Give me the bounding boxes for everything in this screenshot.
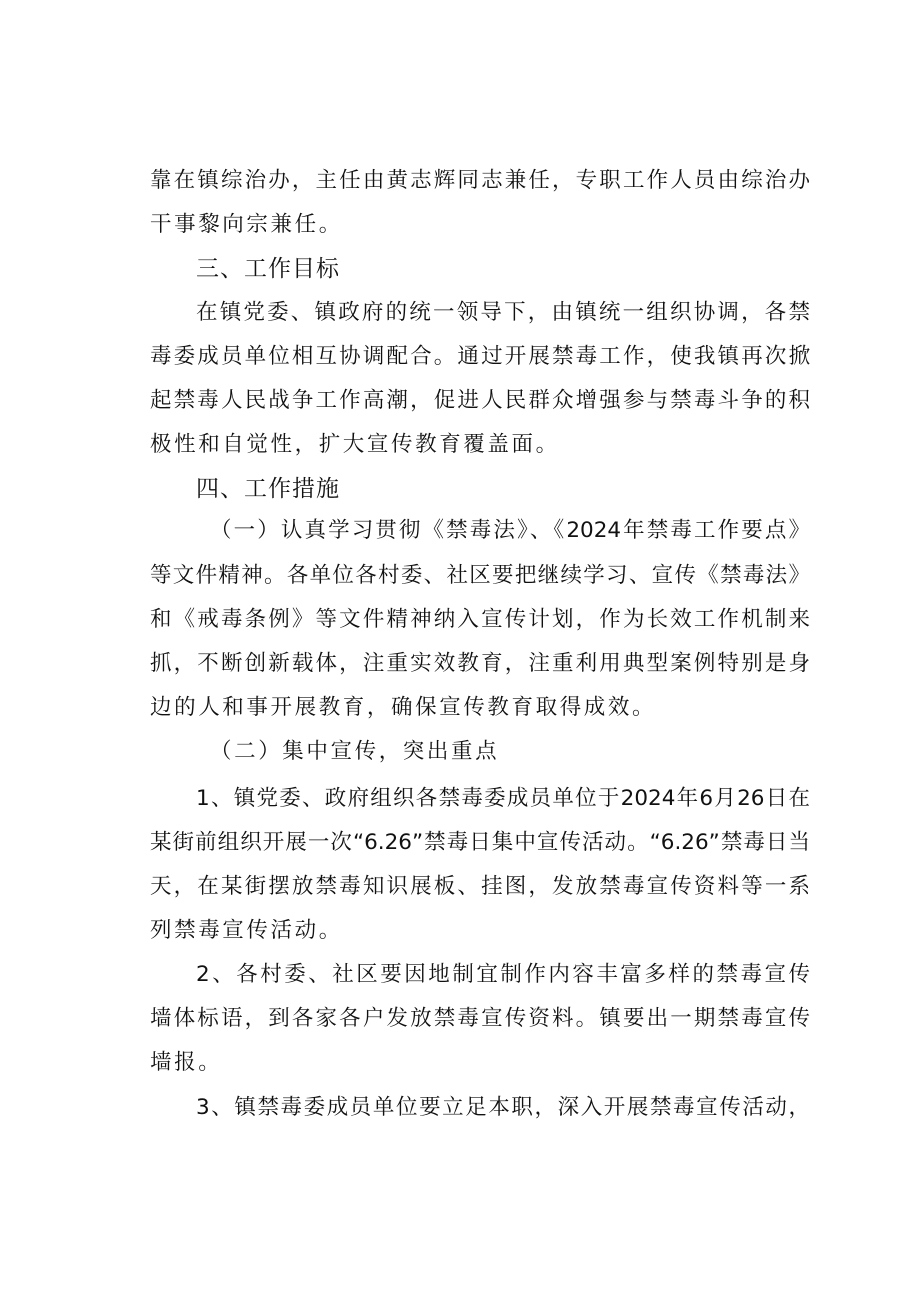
subsection-heading: （二）集中宣传，突出重点 — [210, 739, 500, 764]
paragraph-line: 墙体标语，到各家各户发放禁毒宣传资料。镇要出一期禁毒宣传 — [150, 1006, 810, 1031]
paragraph-line: 极性和自觉性，扩大宣传教育覆盖面。 — [150, 432, 560, 457]
section-heading-measures: 四、工作措施 — [196, 476, 340, 502]
paragraph-line: 抓，不断创新载体，注重实效教育，注重利用典型案例特别是身 — [150, 651, 810, 676]
paragraph-line: 干事黎向宗兼任。 — [150, 212, 343, 237]
paragraph-line: 和《戒毒条例》等文件精神纳入宣传计划，作为长效工作机制来 — [150, 607, 810, 632]
paragraph-line: （一）认真学习贯彻《禁毒法》、《2024年禁毒工作要点》 — [210, 518, 810, 543]
paragraph-line: 在镇党委、镇政府的统一领导下，由镇统一组织协调，各禁 — [196, 300, 810, 325]
paragraph-line: 某街前组织开展一次“6.26”禁毒日集中宣传活动。“6.26”禁毒日当 — [150, 830, 810, 855]
paragraph-line: 1、镇党委、政府组织各禁毒委成员单位于2024年6月26日在 — [196, 786, 810, 811]
paragraph-line: 等文件精神。各单位各村委、社区要把继续学习、宣传《禁毒法》 — [150, 563, 810, 588]
paragraph-line: 2、各村委、社区要因地制宜制作内容丰富多样的禁毒宣传 — [196, 962, 810, 987]
paragraph-line: 靠在镇综治办，主任由黄志辉同志兼任，专职工作人员由综治办 — [150, 168, 810, 193]
paragraph-line: 天，在某街摆放禁毒知识展板、挂图，发放禁毒宣传资料等一系 — [150, 874, 810, 899]
paragraph-line: 起禁毒人民战争工作高潮，促进人民群众增强参与禁毒斗争的积 — [150, 388, 810, 413]
section-heading-goals: 三、工作目标 — [196, 256, 340, 282]
paragraph-line: 边的人和事开展教育，确保宣传教育取得成效。 — [150, 695, 657, 720]
paragraph-line: 3、镇禁毒委成员单位要立足本职，深入开展禁毒宣传活动， — [196, 1095, 810, 1120]
paragraph-line: 毒委成员单位相互协调配合。通过开展禁毒工作，使我镇再次掀 — [150, 344, 810, 369]
paragraph-line: 墙报。 — [150, 1050, 223, 1075]
paragraph-line: 列禁毒宣传活动。 — [150, 918, 343, 943]
